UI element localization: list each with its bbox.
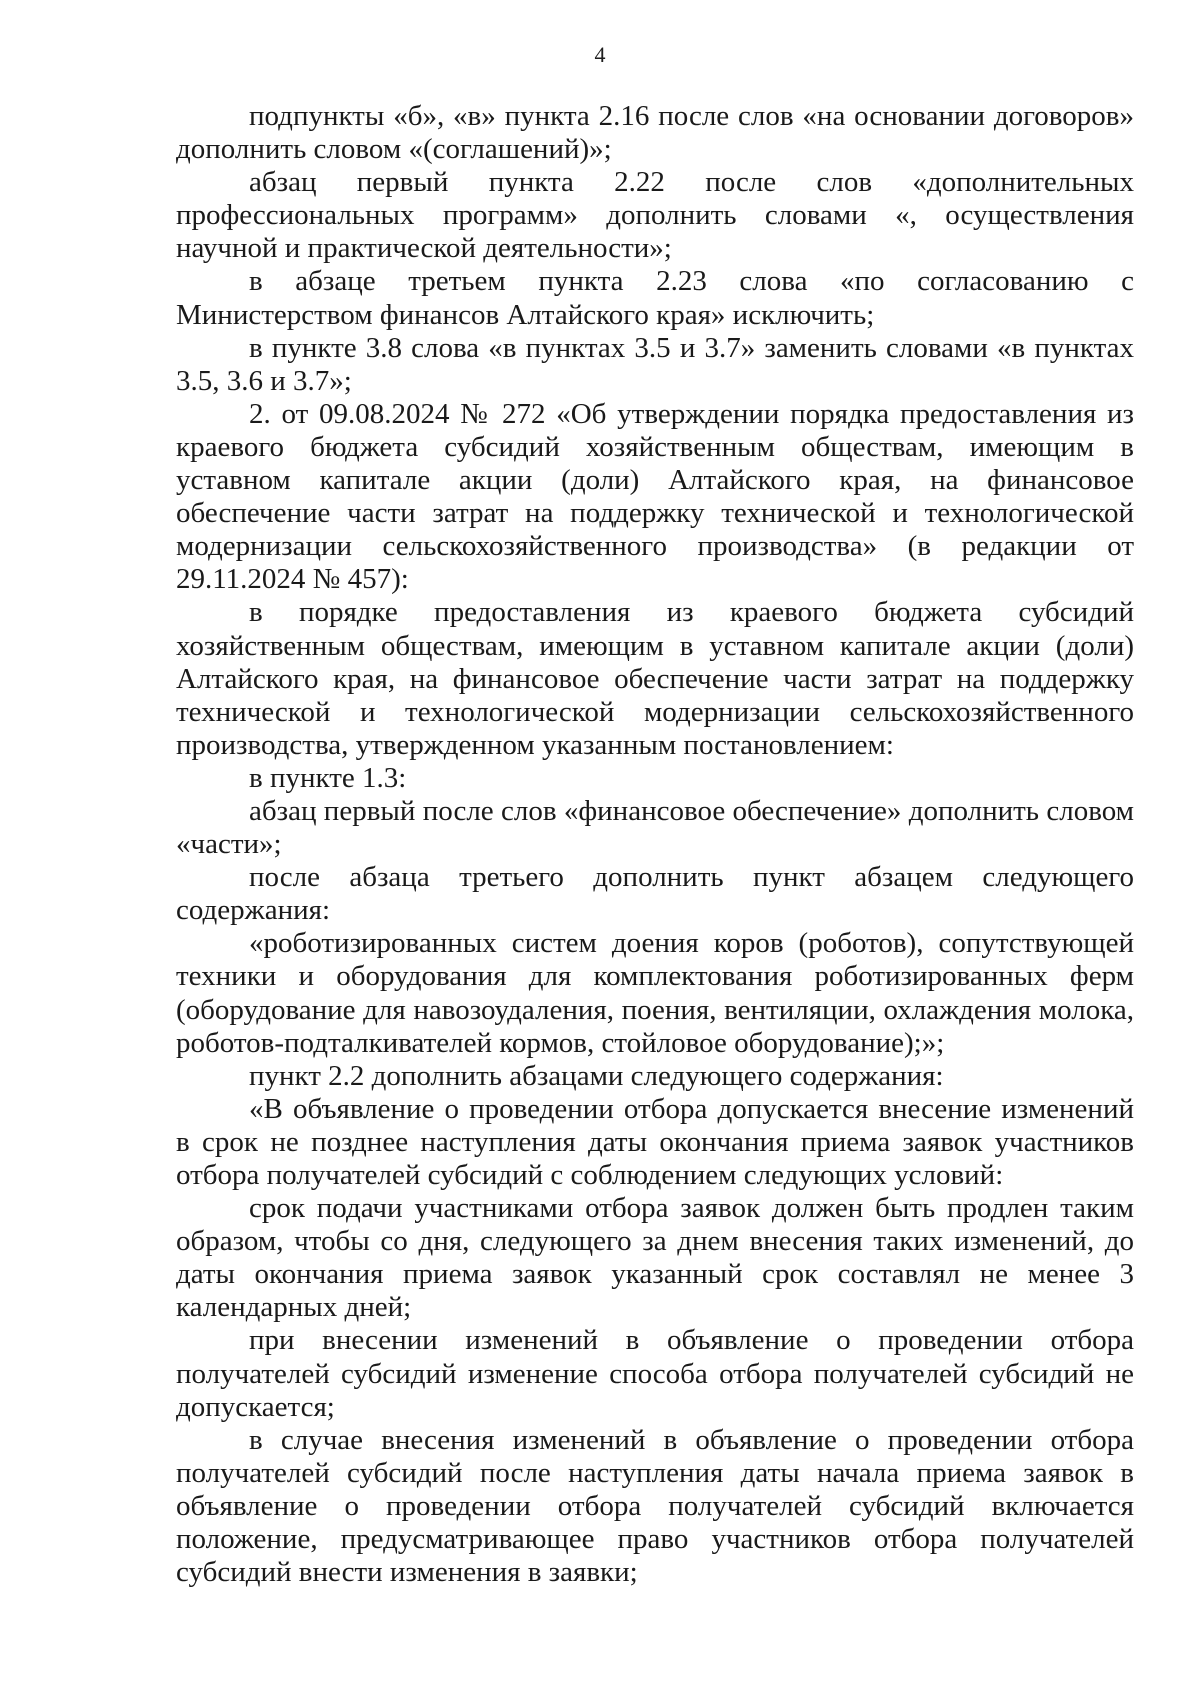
paragraph: «роботизированных систем доения коров (роботов), сопутствующей техники и оборудования для комплектования роботизированных ферм (оборудование для навозоудаления, поения, вентиляции, охлаждения молока, роботов-подталкивателей кормов, стойловое оборудование);»; [176,927,1134,1059]
paragraph: пункт 2.2 дополнить абзацами следующего содержания: [249,1059,944,1092]
page-number: 4 [594,42,606,67]
paragraph: при внесении изменений в объявление о проведении отбора получателей субсидий изменение способа отбора получателей субсидий не допускается; [176,1324,1134,1423]
paragraph: «В объявление о проведении отбора допускается внесение изменений в срок не позднее наступления даты окончания приема заявок участников отбора получателей субсидий с соблюдением следующих условий: [176,1092,1134,1191]
paragraph: в абзаце третьем пункта 2.23 слова «по согласованию с Министерством финансов Алтайского края» исключить; [176,265,1134,331]
paragraph: абзац первый после слов «финансовое обеспечение» дополнить словом «части»; [176,794,1134,861]
paragraph: в порядке предоставления из краевого бюджета субсидий хозяйственным обществам, имеющим в уставном капитале акции (доли) Алтайского края, на финансовое обеспечение части затрат на поддержку технической и технологической модернизации сельскохозяйственного производства, утвержденном указанным постановлением: [176,596,1134,761]
paragraph: 2. от 09.08.2024 № 272 «Об утверждении порядка предоставления из краевого бюджета субсидий хозяйственным обществам, имеющим в уставном капитале акции (доли) Алтайского края, на финансовое обеспечение части затрат на поддержку технической и технологической модернизации сельскохозяйственного производства» (в редакции от 29.11.2024 № 457): [176,397,1134,596]
paragraph: срок подачи участниками отбора заявок должен быть продлен таким образом, чтобы со дня, следующего за днем внесения таких изменений, до даты окончания приема заявок указанный срок составлял не менее 3 календарных дней; [176,1192,1134,1324]
paragraph: в случае внесения изменений в объявление о проведении отбора получателей субсидий после наступления даты начала приема заявок в объявление о проведении отбора получателей субсидий включается положение, предусматривающее право участников отбора получателей субсидий внести изменения в заявки; [176,1423,1134,1589]
paragraph: подпункты «б», «в» пункта 2.16 после слов «на основании договоров» дополнить словом «(соглашений)»; [176,100,1134,166]
paragraph: в пункте 1.3: [249,761,407,794]
paragraph: в пункте 3.8 слова «в пунктах 3.5 и 3.7» заменить словами «в пунктах 3.5, 3.6 и 3.7»; [176,331,1134,397]
paragraph: после абзаца третьего дополнить пункт абзацем следующего содержания: [176,861,1134,927]
document-body [176,100,1134,1589]
paragraph: абзац первый пункта 2.22 после слов «дополнительных профессиональных программ» дополнить словами «, осуществления научной и практической деятельности»; [176,166,1134,265]
